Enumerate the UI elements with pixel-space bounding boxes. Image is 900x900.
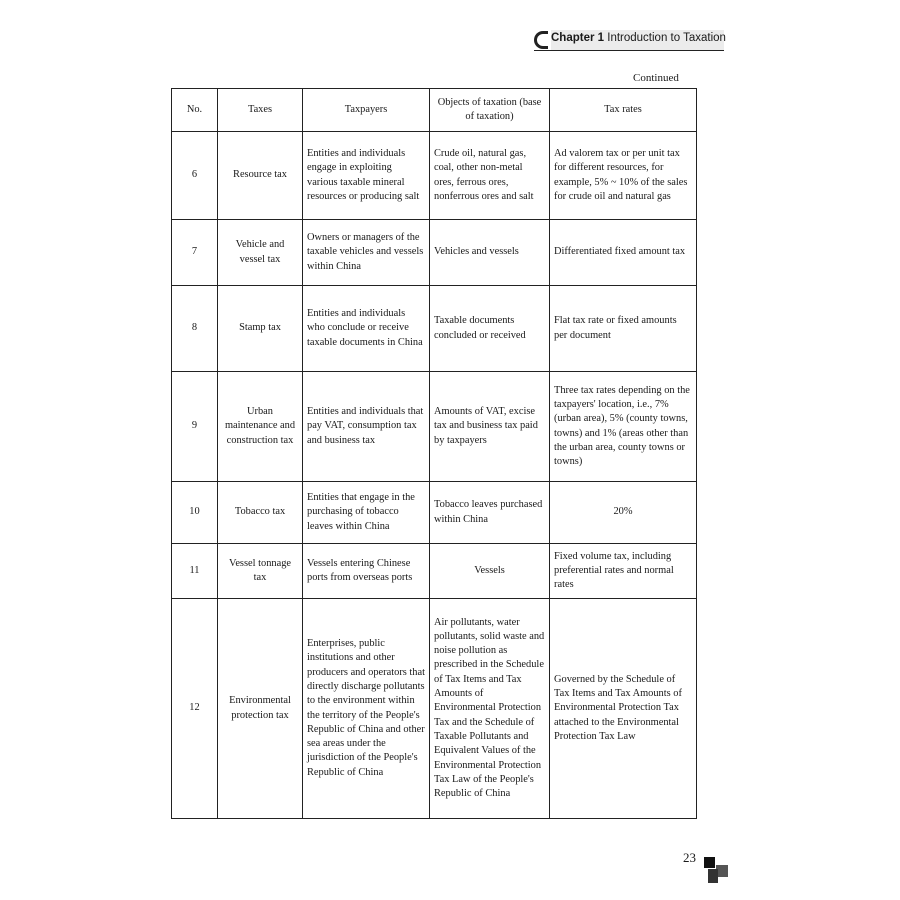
page-number: 23 [683,850,696,865]
page-corner-squares-icon [704,857,728,883]
chapter-header-text [551,32,726,44]
cell-taxpayers: Vessels entering Chinese ports from overseas ports [303,544,430,599]
table-row [172,372,697,482]
tax-table [171,88,697,819]
cell-rates: Ad valorem tax or per unit tax for different resources, for example, 5% ~ 10% of the sales for crude oil and natural gas [550,132,697,220]
cell-tax: Urban maintenance and construction tax [218,372,303,482]
cell-taxpayers: Entities that engage in the purchasing of tobacco leaves within China [303,482,430,544]
cell-objects: Crude oil, natural gas, coal, other non-metal ores, ferrous ores, nonferrous ores and salt [430,132,550,220]
cell-tax: Resource tax [218,132,303,220]
table-row [172,132,697,220]
cell-tax: Vessel tonnage tax [218,544,303,599]
cell-rates: Flat tax rate or fixed amounts per document [550,286,697,372]
table-row [172,544,697,599]
cell-rates: Fixed volume tax, including preferential rates and normal rates [550,544,697,599]
cell-taxpayers: Entities and individuals engage in exploiting various taxable mineral resources or producing salt [303,132,430,220]
cell-taxpayers: Enterprises, public institutions and other producers and operators that directly discharge pollutants to the environment within the territory of the People's Republic of China and other sea areas under the jurisdiction of the People's Republic of China [303,599,430,819]
cell-objects: Vessels [430,544,550,599]
cell-no: 11 [172,544,218,599]
col-header-taxpayers: Taxpayers [303,89,430,132]
cell-objects: Vehicles and vessels [430,220,550,286]
cell-tax: Environmental protection tax [218,599,303,819]
cell-tax: Vehicle and vessel tax [218,220,303,286]
cell-no: 12 [172,599,218,819]
cell-objects: Taxable documents concluded or received [430,286,550,372]
col-header-tax-rates: Tax rates [550,89,697,132]
chapter-number: Chapter 1 [551,32,605,44]
cell-taxpayers: Entities and individuals who conclude or receive taxable documents in China [303,286,430,372]
cell-rates: Governed by the Schedule of Tax Items and Tax Amounts of Environmental Protection Tax attached to the Environmental Protection Tax Law [550,599,697,819]
table-header-row [172,89,697,132]
table-row [172,482,697,544]
table-row [172,286,697,372]
cell-no: 10 [172,482,218,544]
cell-no: 6 [172,132,218,220]
cell-rates: Differentiated fixed amount tax [550,220,697,286]
cell-tax: Stamp tax [218,286,303,372]
table-row [172,599,697,819]
cell-rates: Three tax rates depending on the taxpayers' location, i.e., 7% (urban area), 5% (county towns, towns) and 1% (areas other than the urban area, county towns or towns) [550,372,697,482]
cell-objects: Tobacco leaves purchased within China [430,482,550,544]
cell-rates: 20% [550,482,697,544]
cell-objects: Air pollutants, water pollutants, solid waste and noise pollution as prescribed in the Schedule of Tax Items and Tax Amounts of Environmental Protection Tax and the Schedule of Taxable Pollutants and Equivalent Values of the Environmental Protection Tax Law of the People's Republic of China [430,599,550,819]
cell-objects: Amounts of VAT, excise tax and business tax paid by taxpayers [430,372,550,482]
cell-no: 9 [172,372,218,482]
chapter-header [534,30,724,51]
col-header-no: No. [172,89,218,132]
cell-no: 8 [172,286,218,372]
col-header-objects: Objects of taxation (base of taxation) [430,89,550,132]
table-row [172,220,697,286]
cell-no: 7 [172,220,218,286]
cell-taxpayers: Owners or managers of the taxable vehicles and vessels within China [303,220,430,286]
cell-tax: Tobacco tax [218,482,303,544]
chapter-title: Introduction to Taxation [607,32,726,44]
cell-taxpayers: Entities and individuals that pay VAT, consumption tax and business tax [303,372,430,482]
header-arc-mark [534,31,548,49]
continued-label: Continued [633,72,679,84]
col-header-taxes: Taxes [218,89,303,132]
